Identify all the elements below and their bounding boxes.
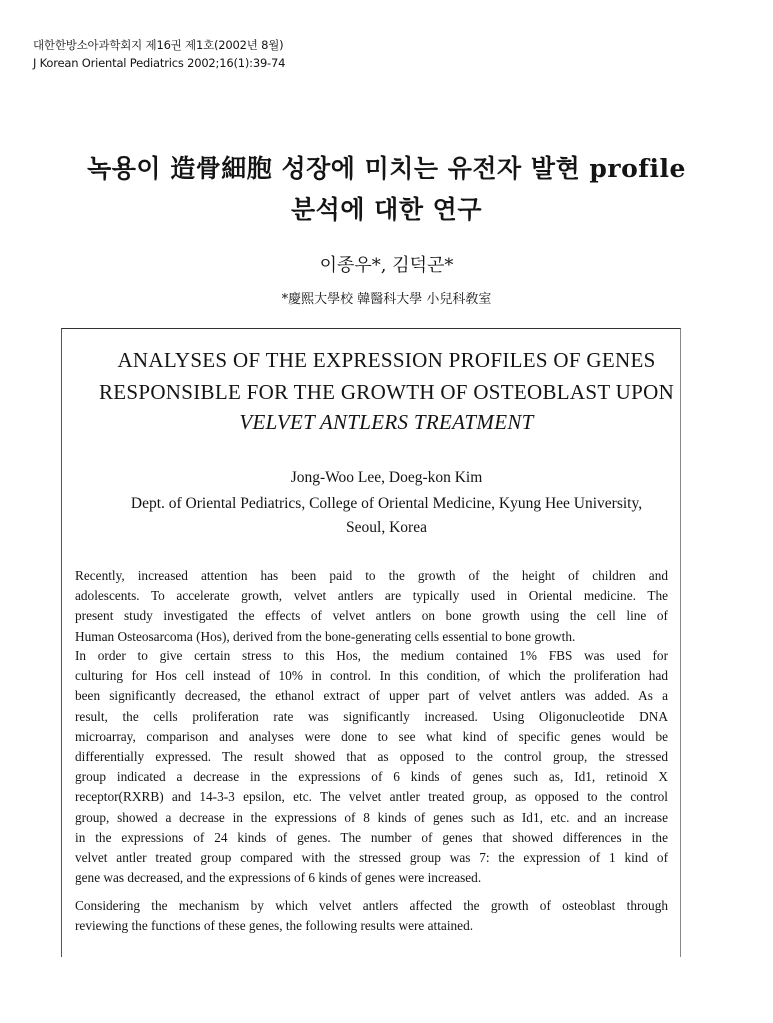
abstract-paragraph-3 [75,896,668,936]
abstract-paragraph-1 [75,566,668,647]
abstract-line: culturing for Hos cell instead of 10% in control. In this condition, of which the proliferation had [75,668,668,684]
abstract-line: group, showed a decrease in the expressions of 8 kinds of genes such as Id1, etc. and an increase [75,809,668,825]
abstract-line: gene was decreased, and the expressions of 6 kinds of genes were increased. [75,870,482,886]
abstract-line: in the expressions of 24 kinds of genes. The number of genes that showed differences in the [75,829,668,845]
abstract-line: Human Osteosarcoma (Hos), derived from the bone-generating cells essential to bone growth. [75,628,576,644]
abstract-line: velvet antler treated group compared with the stressed group was 7: the expression of 1 kind of [75,850,668,866]
abstract-line: In order to give certain stress to this Hos, the medium contained 1% FBS was used for [75,648,668,663]
abstract-line: reviewing the functions of these genes, the following results were attained. [75,918,474,934]
english-affiliation-line-2: Seoul, Korea [346,519,427,536]
abstract-paragraph-2 [75,646,668,888]
abstract-line: microarray, comparison and analyses were done to see what kind of specific genes would be [75,728,668,744]
abstract-line: receptor(RXRB) and 14-3-3 epsilon, etc. The velvet antler treated group, as opposed to the control [75,789,668,805]
english-authors: Jong-Woo Lee, Doeg-kon Kim [290,469,483,486]
journal-header-english: J Korean Oriental Pediatrics 2002;16(1):39-74 [33,56,286,70]
abstract-line: differentially expressed. The result showed that as opposed to the control group, the stressed [75,749,668,765]
abstract-line: group indicated a decrease in the expressions of 6 kinds of genes such as, Id1, retinoid X [75,769,668,785]
korean-title-line-2: 분석에 대한 연구 [291,195,482,224]
abstract-line: adolescents. To accelerate growth, velvet antlers are typically used in Oriental medicine. The [75,588,668,604]
journal-header-korean: 대한한방소아과학회지 제16권 제1호(2002년 8월) [33,38,284,52]
english-title-line-2: RESPONSIBLE FOR THE GROWTH OF OSTEOBLAST UPON [98,380,675,404]
abstract-line: Recently, increased attention has been paid to the growth of the height of children and [75,568,668,583]
abstract-line: Considering the mechanism by which velvet antlers affected the growth of osteoblast through [75,898,668,913]
abstract-line: been significantly decreased, the ethanol extract of upper part of velvet antlers was added. As a [75,688,668,704]
abstract-line: result, the cells proliferation rate was significantly increased. Using Oligonucleotide DNA [75,708,668,724]
korean-authors: 이종우*, 김덕곤* [319,255,454,276]
english-title-line-3: VELVET ANTLERS TREATMENT [239,410,534,434]
english-title-line-1: ANALYSES OF THE EXPRESSION PROFILES OF GENES [117,348,656,372]
english-affiliation-line-1: Dept. of Oriental Pediatrics, College of Oriental Medicine, Kyung Hee University, [130,495,643,512]
korean-title-line-1: 녹용이 造骨細胞 성장에 미치는 유전자 발현 profile [87,154,686,183]
abstract-line: present study investigated the effects of velvet antlers on bone growth using the cell line of [75,608,668,624]
korean-affiliation: *慶熙大學校 韓醫科大學 小兒科敎室 [281,292,492,307]
